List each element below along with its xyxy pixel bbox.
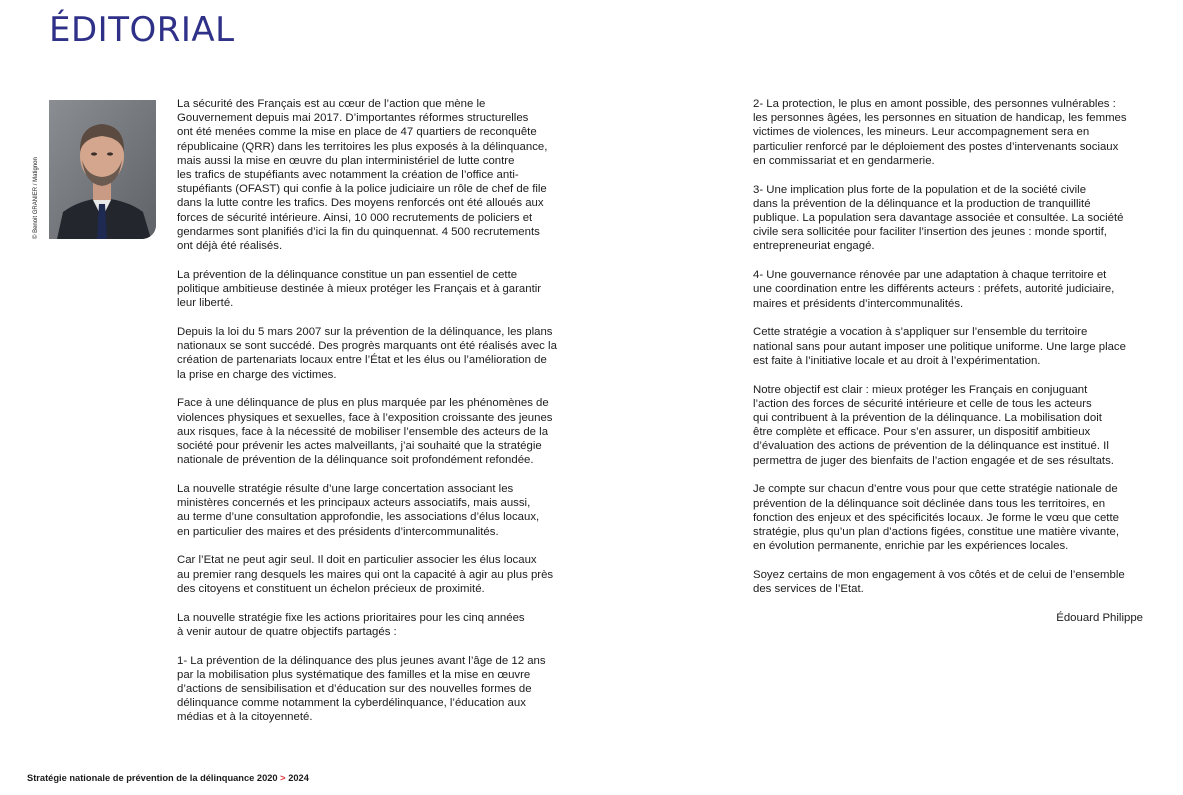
right-column xyxy=(753,97,1163,640)
paragraph: La nouvelle stratégie fixe les actions prioritaires pour les cinq années à venir autour de quatre objectifs partagés : xyxy=(177,611,525,638)
portrait-image xyxy=(49,100,156,239)
photo-credit: © Benoit GRANIER / Matignon xyxy=(33,157,39,239)
paragraph: 4- Une gouvernance rénovée par une adaptation à chaque territoire et une coordination entre les différents acteurs : préfets, autorité judiciaire, maires et présidents d’intercommunalités. xyxy=(753,269,1115,310)
paragraph: 3- Une implication plus forte de la population et de la société civile dans la prévention de la délinquance et la production de tranquillité publique. La population sera davantage associée et consultée. La société civile sera sollicitée pour faciliter l’insertion des jeunes : monde sportif, entrepreneuriat engagé. xyxy=(753,183,1124,253)
paragraph: Je compte sur chacun d’entre vous pour que cette stratégie nationale de prévention de la délinquance soit déclinée dans tous les territoires, en fonction des enjeux et des spécificités locaux. Je forme le vœu que cette stratégie, plus qu’un plan d’actions figées, constitue une matière vivante, en évolution permanente, enrichie par les expériences locales. xyxy=(753,483,1119,553)
paragraph: Cette stratégie a vocation à s’appliquer sur l’ensemble du territoire national sans pour autant imposer une politique uniforme. Une large place est faite à l’initiative locale et au droit à l’expérimentation. xyxy=(753,326,1126,367)
left-column xyxy=(177,97,577,739)
paragraph: 1- La prévention de la délinquance des plus jeunes avant l’âge de 12 ans par la mobilisation plus systématique des familles et la mise en œuvre d’actions de sensibilisation et d’éducation sur des nouvelles formes de délinquance comme notamment la cyberdélinquance, l’éducation aux médias et à la citoyenneté. xyxy=(177,654,546,724)
footer-year-end: 2024 xyxy=(288,773,309,783)
paragraph: Notre objectif est clair : mieux protéger les Français en conjuguant l’action des forces de sécurité intérieure et celle de tous les acteurs qui contribuent à la prévention de la délinquance. La mobilisation doit être complète et efficace. Pour s’en assurer, un dispositif ambitieux d’évaluation des actions de prévention de la délinquance est institué. Il permettra de juger des bienfaits de l’action engagée et de ses résultats. xyxy=(753,383,1114,467)
paragraph: 2- La protection, le plus en amont possible, des personnes vulnérables : les personnes âgées, les personnes en situation de handicap, les femmes victimes de violences, les mineurs. Leur accompagnement sera en particulier renforcé par le déploiement des postes d’intervenants sociaux en commissariat et en gendarmerie. xyxy=(753,98,1127,167)
page-title: ÉDITORIAL xyxy=(49,10,235,50)
paragraph: La sécurité des Français est au cœur de l’action que mène le Gouvernement depuis mai 2017. D’importantes réformes structurelles ont été menées comme la mise en place de 47 quartiers de reconquête républicaine (QRR) dans les territoires les plus exposés à la délinquance, mais aussi la mise en œuvre du plan interministériel de lutte contre les trafics de stupéfiants avec notamment la création de l’office anti- stupéfiants (OFAST) qui confie à la police judiciaire un rôle de chef de file dans la lutte contre les trafics. Des moyens renforcés ont été alloués aux forces de sécurité intérieure. Ainsi, 10 000 recrutements de policiers et gendarmes sont planifiés d’ici la fin du quinquennat. 4 500 recrutements ont déjà été réalisés. xyxy=(177,98,548,253)
paragraph: La prévention de la délinquance constitue un pan essentiel de cette politique ambitieuse destinée à mieux protéger les Français et à garantir leur liberté. xyxy=(177,268,542,310)
signature: Édouard Philippe xyxy=(1056,612,1143,625)
paragraph: Face à une délinquance de plus en plus marquée par les phénomènes de violences physiques et sexuelles, face à l’exposition croissante des jeunes aux risques, face à la nécessité de mobiliser l’ensemble des acteurs de la société pour prévenir les actes malveillants, j’ai souhaité que la stratégie nationale de prévention de la délinquance soit profondément refondée. xyxy=(177,397,553,467)
paragraph: Soyez certains de mon engagement à vos côtés et de celui de l’ensemble des services de l’Etat. xyxy=(753,569,1125,596)
footer-separator: > xyxy=(280,773,286,783)
paragraph: Depuis la loi du 5 mars 2007 sur la prévention de la délinquance, les plans nationaux se sont succédé. Des progrès marquants ont été réalisés avec la création de partenariats locaux entre l’État et les élus ou l’amélioration de la prise en charge des victimes. xyxy=(177,326,557,381)
paragraph: Car l’Etat ne peut agir seul. Il doit en particulier associer les élus locaux au premier rang desquels les maires qui ont la capacité à agir au plus près des citoyens et constituent un échelon précieux de proximité. xyxy=(177,554,554,595)
footer xyxy=(27,773,309,783)
footer-title: Stratégie nationale de prévention de la délinquance 2020 xyxy=(27,773,278,783)
paragraph: La nouvelle stratégie résulte d’une large concertation associant les ministères concernés et les principaux acteurs associatifs, mais aussi, au terme d’une consultation approfondie, les associations d’élus locaux, en particulier des maires et des présidents d’intercommunalités. xyxy=(177,483,540,538)
portrait-photo xyxy=(49,100,156,239)
